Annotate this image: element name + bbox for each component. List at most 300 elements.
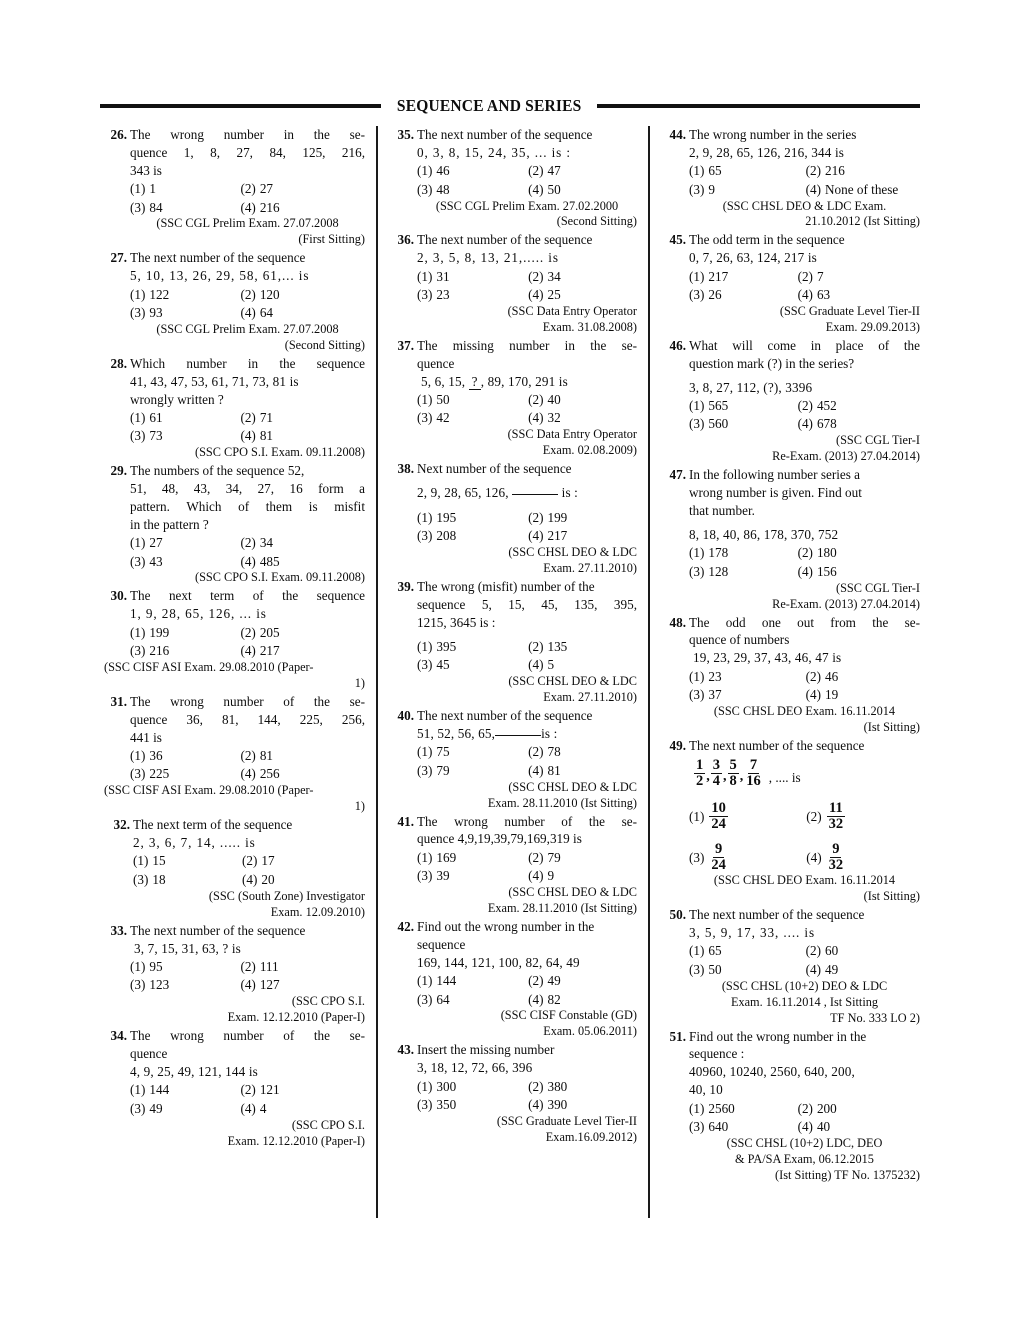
source-citation xyxy=(130,570,365,586)
fraction-term-4 xyxy=(744,758,763,789)
source-line: Re-Exam. (2013) 27.04.2014) xyxy=(772,449,920,464)
options xyxy=(689,162,920,198)
option-4[interactable] xyxy=(798,415,920,433)
option-fraction xyxy=(709,842,728,873)
option-1[interactable] xyxy=(130,180,240,198)
option-4[interactable] xyxy=(242,871,365,889)
source-line: (Second Sitting) xyxy=(556,214,637,229)
option-row xyxy=(130,642,365,660)
option-value: 122 xyxy=(149,286,170,302)
option-label: (3) xyxy=(689,961,705,977)
option-3[interactable] xyxy=(130,553,240,571)
fraction-term-1 xyxy=(694,758,705,789)
option-row xyxy=(130,765,365,783)
source-citation xyxy=(130,322,365,354)
option-3[interactable] xyxy=(689,563,798,581)
option-value: 34 xyxy=(547,268,561,284)
option-label: (2) xyxy=(528,509,544,525)
option-4[interactable] xyxy=(528,181,637,199)
option-2[interactable] xyxy=(240,958,365,976)
question-36 xyxy=(391,231,637,335)
option-3[interactable] xyxy=(417,867,528,885)
option-1[interactable] xyxy=(689,668,806,686)
source-citation xyxy=(130,445,365,461)
option-2[interactable] xyxy=(528,391,637,409)
question-stem-line-2: quence xyxy=(130,1046,168,1062)
option-4[interactable] xyxy=(528,409,637,427)
option-label: (2) xyxy=(806,808,822,824)
source-line: Exam. 27.11.2010) xyxy=(543,690,637,705)
source-line: (SSC CHSL DEO & LDC xyxy=(508,674,637,689)
question-stem-line-3: wrongly written ? xyxy=(130,391,224,407)
option-label: (2) xyxy=(528,392,544,408)
option-value: 60 xyxy=(825,943,839,959)
option-label: (4) xyxy=(240,766,256,782)
question-sequence: 40960, 10240, 2560, 640, 200, xyxy=(689,1064,855,1080)
option-value: 216 xyxy=(259,199,280,215)
source-citation xyxy=(417,545,637,577)
option-4[interactable] xyxy=(528,762,637,780)
question-28 xyxy=(104,355,365,461)
source-line: Exam. 05.06.2011) xyxy=(543,1024,637,1039)
page-header xyxy=(100,96,920,116)
option-value: 48 xyxy=(436,181,450,197)
source-line: (SSC CHSL DEO & LDC Exam. xyxy=(722,198,887,213)
option-value: 205 xyxy=(259,624,280,640)
option-label: (1) xyxy=(130,181,146,197)
source-line: (SSC Graduate Level Tier-II xyxy=(779,303,920,318)
question-sequence-cont: 40, 10 xyxy=(689,1082,723,1098)
option-value: 9 xyxy=(547,868,555,884)
question-stem-line-1: The odd one out from the se- xyxy=(689,614,920,630)
question-47 xyxy=(663,466,920,612)
question-number: 46. xyxy=(669,337,686,353)
option-2[interactable] xyxy=(806,801,920,832)
question-51 xyxy=(663,1028,920,1184)
option-label: (1) xyxy=(417,392,433,408)
question-number: 27. xyxy=(110,250,127,266)
option-value: 195 xyxy=(436,509,457,525)
option-label: (2) xyxy=(797,545,813,561)
option-3[interactable] xyxy=(130,642,240,660)
option-2[interactable] xyxy=(806,162,920,180)
option-1[interactable] xyxy=(417,391,528,409)
question-35 xyxy=(391,126,637,230)
question-stem-line-2: question mark (?) in the series? xyxy=(689,355,855,371)
question-43 xyxy=(391,1041,637,1145)
option-2[interactable] xyxy=(528,972,637,990)
source-line: (SSC CGL Prelim Exam. 27.07.2008 xyxy=(156,216,339,231)
option-1[interactable] xyxy=(130,409,240,427)
source-citation xyxy=(417,1008,637,1040)
option-label: (4) xyxy=(528,868,544,884)
option-1[interactable] xyxy=(689,397,798,415)
question-columns xyxy=(104,126,920,1218)
question-34 xyxy=(104,1027,365,1149)
source-line: (Second Sitting) xyxy=(284,337,365,352)
option-row xyxy=(689,842,920,873)
fraction-denominator: 24 xyxy=(711,857,726,874)
option-4[interactable] xyxy=(806,842,920,873)
option-1[interactable] xyxy=(417,1078,528,1096)
option-value: 485 xyxy=(259,553,280,569)
source-citation xyxy=(689,304,920,336)
option-3[interactable] xyxy=(689,181,806,199)
option-value: 216 xyxy=(149,643,170,659)
question-number: 39. xyxy=(397,578,414,594)
option-2[interactable] xyxy=(798,268,920,286)
source-line: (SSC CPO S.I. Exam. 09.11.2008) xyxy=(194,570,365,585)
option-1[interactable] xyxy=(689,801,806,832)
source-line: (SSC CISF ASI Exam. 29.08.2010 (Paper- xyxy=(104,783,314,798)
option-3[interactable] xyxy=(417,991,528,1009)
option-value: 75 xyxy=(436,744,450,760)
option-label: (4) xyxy=(528,181,544,197)
option-label: (4) xyxy=(805,961,822,977)
options xyxy=(130,534,365,570)
option-3[interactable] xyxy=(689,286,798,304)
question-stem-line-2: sequence 5, 15, 45, 135, 395, xyxy=(417,596,637,612)
option-1[interactable] xyxy=(417,638,528,656)
option-2[interactable] xyxy=(528,849,637,867)
option-1[interactable] xyxy=(689,1100,798,1118)
question-number: 33. xyxy=(110,922,127,938)
option-3[interactable] xyxy=(130,1100,240,1118)
option-4[interactable] xyxy=(798,286,920,304)
option-label: (4) xyxy=(528,287,544,303)
option-2[interactable] xyxy=(240,180,365,198)
option-3[interactable] xyxy=(417,1096,528,1114)
options xyxy=(130,286,365,322)
option-row xyxy=(689,563,920,581)
option-1[interactable] xyxy=(689,942,806,960)
option-3[interactable] xyxy=(130,765,240,783)
source-line: (SSC CHSL DEO & LDC xyxy=(508,885,637,900)
fraction-numerator: 10 xyxy=(711,799,726,816)
options xyxy=(689,668,920,704)
missing-value-blank[interactable]: ? xyxy=(469,375,481,390)
options xyxy=(417,1078,637,1114)
option-value: 2560 xyxy=(708,1100,735,1116)
question-30 xyxy=(104,587,365,691)
option-3[interactable] xyxy=(133,871,242,889)
option-fraction xyxy=(709,801,728,832)
option-4[interactable] xyxy=(806,686,920,704)
option-4[interactable] xyxy=(240,427,365,445)
option-value: 452 xyxy=(816,398,837,414)
fraction-sequence-tail: , .... is xyxy=(768,770,801,785)
question-stem-line-2: wrong number is given. Find out xyxy=(689,485,862,501)
question-stem-line-2: sequence xyxy=(417,936,466,952)
option-label: (1) xyxy=(689,398,705,414)
option-1[interactable] xyxy=(689,544,798,562)
option-value: 82 xyxy=(547,991,561,1007)
source-citation xyxy=(130,1118,365,1150)
option-4[interactable] xyxy=(528,867,637,885)
option-value: 178 xyxy=(708,545,729,561)
option-1[interactable] xyxy=(130,1081,240,1099)
source-line: (SSC CHSL (10+2) DEO & LDC xyxy=(721,978,888,993)
option-label: (2) xyxy=(528,638,544,654)
option-4[interactable] xyxy=(528,286,637,304)
source-line: Exam. 31.08.2008) xyxy=(542,319,637,334)
option-row xyxy=(417,162,637,180)
option-2[interactable] xyxy=(798,544,920,562)
option-4[interactable] xyxy=(240,765,365,783)
option-2[interactable] xyxy=(806,942,920,960)
option-row xyxy=(130,624,365,642)
option-row xyxy=(689,181,920,199)
option-value: 65 xyxy=(708,943,722,959)
option-label: (4) xyxy=(240,643,256,659)
option-3[interactable] xyxy=(130,976,240,994)
option-4[interactable] xyxy=(528,656,637,674)
option-3[interactable] xyxy=(689,686,806,704)
option-3[interactable] xyxy=(417,762,528,780)
source-line: (First Sitting) xyxy=(298,232,365,247)
option-4[interactable] xyxy=(798,1118,920,1136)
missing-value-blank[interactable] xyxy=(495,735,541,736)
question-sequence: 19, 23, 29, 37, 43, 46, 47 is xyxy=(693,650,842,666)
option-2[interactable] xyxy=(528,268,637,286)
question-sequence: 3, 5, 9, 17, 33, .... is xyxy=(689,925,816,941)
options xyxy=(689,942,920,978)
option-label: (1) xyxy=(130,409,146,425)
source-line: Exam. 28.11.2010 (Ist Sitting) xyxy=(487,901,637,916)
option-1[interactable] xyxy=(689,268,798,286)
option-value: 144 xyxy=(436,973,457,989)
option-label: (1) xyxy=(130,748,146,763)
option-label: (2) xyxy=(805,163,822,179)
option-2[interactable] xyxy=(240,409,365,427)
option-1[interactable] xyxy=(417,849,528,867)
option-label: (2) xyxy=(528,973,544,989)
column-3 xyxy=(648,126,920,1218)
source-line: (SSC CPO S.I. xyxy=(291,994,365,1009)
option-2[interactable] xyxy=(240,747,365,765)
option-4[interactable] xyxy=(798,563,920,581)
options xyxy=(417,268,637,304)
option-1[interactable] xyxy=(130,958,240,976)
option-3[interactable] xyxy=(417,656,528,674)
option-label: (3) xyxy=(130,766,146,782)
question-stem-line-1: The next number of the sequence xyxy=(689,907,865,923)
option-value: 1 xyxy=(149,181,156,197)
option-label: (1) xyxy=(417,744,433,760)
option-1[interactable] xyxy=(417,268,528,286)
option-4[interactable] xyxy=(240,976,365,994)
option-3[interactable] xyxy=(417,527,528,545)
question-number: 50. xyxy=(669,907,686,923)
options xyxy=(133,852,365,888)
question-stem-line-2: quence xyxy=(417,355,455,371)
source-line: Exam. 12.12.2010 (Paper-I) xyxy=(227,1133,365,1148)
source-line: (Ist Sitting) TF No. 1375232) xyxy=(775,1167,920,1182)
option-3[interactable] xyxy=(130,427,240,445)
question-44 xyxy=(663,126,920,230)
question-number: 48. xyxy=(669,614,686,630)
question-stem-line-1: The next term of the sequence xyxy=(133,817,293,833)
option-3[interactable] xyxy=(417,409,528,427)
option-row xyxy=(417,409,637,427)
option-row xyxy=(689,415,920,433)
option-label: (3) xyxy=(689,181,705,197)
source-line: Exam. 02.08.2009) xyxy=(542,443,637,458)
option-value: 26 xyxy=(708,287,722,303)
option-2[interactable] xyxy=(798,1100,920,1118)
option-1[interactable] xyxy=(130,747,240,765)
option-2[interactable] xyxy=(528,1078,637,1096)
option-value: 34 xyxy=(259,535,274,551)
option-value: 640 xyxy=(708,1118,729,1134)
option-row xyxy=(417,286,637,304)
option-3[interactable] xyxy=(417,181,528,199)
option-value: 4 xyxy=(259,1100,267,1116)
option-4[interactable] xyxy=(528,1096,637,1114)
options xyxy=(689,544,920,580)
option-row xyxy=(130,304,365,322)
missing-value-blank[interactable] xyxy=(512,494,558,495)
option-2[interactable] xyxy=(240,1081,365,1099)
header-rule-right xyxy=(597,104,920,108)
option-row xyxy=(130,958,365,976)
question-38 xyxy=(391,460,637,576)
option-2[interactable] xyxy=(528,743,637,761)
option-1[interactable] xyxy=(417,743,528,761)
source-citation xyxy=(689,704,920,736)
option-1[interactable] xyxy=(417,162,528,180)
option-3[interactable] xyxy=(417,286,528,304)
option-label: (4) xyxy=(240,304,256,320)
question-stem-line-2: quence 4,9,19,39,79,169,319 is xyxy=(417,831,582,847)
option-label: (1) xyxy=(689,1100,705,1116)
option-1[interactable] xyxy=(417,509,528,527)
option-1[interactable] xyxy=(130,286,240,304)
question-48 xyxy=(663,614,920,736)
option-4[interactable] xyxy=(806,181,920,199)
option-row xyxy=(130,427,365,445)
option-value: 46 xyxy=(825,668,839,684)
option-row xyxy=(133,871,365,889)
option-row xyxy=(417,972,637,990)
option-row xyxy=(417,867,637,885)
option-row xyxy=(689,1118,920,1136)
option-row xyxy=(130,747,365,765)
question-stem-line-2: sequence : xyxy=(689,1046,745,1062)
option-3[interactable] xyxy=(689,842,806,873)
option-value: 73 xyxy=(149,428,163,444)
option-2[interactable] xyxy=(798,397,920,415)
option-row xyxy=(417,638,637,656)
option-label: (4) xyxy=(805,181,822,197)
question-32 xyxy=(104,816,365,920)
option-label: (4) xyxy=(805,687,822,702)
option-label: (3) xyxy=(130,428,146,444)
option-4[interactable] xyxy=(240,642,365,660)
options xyxy=(130,624,365,660)
question-stem-line-1: Find out the wrong number in the xyxy=(689,1028,867,1044)
option-row xyxy=(689,162,920,180)
option-2[interactable] xyxy=(240,286,365,304)
option-value: 49 xyxy=(547,973,561,989)
option-value: 84 xyxy=(149,199,163,215)
source-line: & PA/SA Exam, 06.12.2015 xyxy=(735,1151,874,1166)
option-2[interactable] xyxy=(528,509,637,527)
question-sequence: 3, 8, 27, 112, (?), 3396 xyxy=(689,379,813,395)
option-3[interactable] xyxy=(689,415,798,433)
option-2[interactable] xyxy=(240,624,365,642)
option-2[interactable] xyxy=(806,668,920,686)
sequence-prefix: 51, 52, 56, 65, xyxy=(417,725,496,741)
question-29 xyxy=(104,462,365,586)
question-33 xyxy=(104,922,365,1026)
option-row xyxy=(417,1078,637,1096)
option-4[interactable] xyxy=(240,1100,365,1118)
option-value: 63 xyxy=(816,287,831,303)
option-1[interactable] xyxy=(417,972,528,990)
question-number: 31. xyxy=(110,693,127,709)
option-label: (1) xyxy=(130,1082,146,1098)
option-2[interactable] xyxy=(528,162,637,180)
source-citation xyxy=(689,581,920,613)
option-fraction xyxy=(827,801,846,832)
option-4[interactable] xyxy=(528,991,637,1009)
option-2[interactable] xyxy=(242,852,365,870)
option-label: (1) xyxy=(130,624,146,640)
option-3[interactable] xyxy=(689,1118,798,1136)
option-label: (4) xyxy=(806,849,822,865)
option-1[interactable] xyxy=(689,162,806,180)
question-stem-line-1: Next number of the sequence xyxy=(417,461,572,477)
option-value: 23 xyxy=(708,668,722,684)
option-value: 217 xyxy=(259,643,280,659)
option-value: 39 xyxy=(436,868,450,884)
question-41 xyxy=(391,813,637,917)
option-row xyxy=(130,1081,365,1099)
option-4[interactable] xyxy=(240,199,365,217)
option-1[interactable] xyxy=(130,624,240,642)
option-value: 18 xyxy=(152,871,166,887)
option-2[interactable] xyxy=(240,534,365,552)
option-3[interactable] xyxy=(689,961,806,979)
sequence-prefix: 5, 6, 15, xyxy=(421,373,466,389)
option-4[interactable] xyxy=(240,304,365,322)
source-citation xyxy=(417,674,637,706)
fraction-term-2 xyxy=(711,758,722,789)
option-label: (4) xyxy=(242,871,258,887)
option-1[interactable] xyxy=(133,852,242,870)
option-4[interactable] xyxy=(806,961,920,979)
source-citation xyxy=(689,1136,920,1184)
option-row xyxy=(130,553,365,571)
source-line: Exam. 12.12.2010 (Paper-I) xyxy=(227,1010,365,1025)
option-3[interactable] xyxy=(130,304,240,322)
option-4[interactable] xyxy=(240,553,365,571)
option-label: (4) xyxy=(528,762,544,778)
source-citation xyxy=(689,199,920,231)
question-stem-line-1: The numbers of the sequence 52, xyxy=(130,463,305,479)
option-value: 5 xyxy=(547,657,555,673)
option-1[interactable] xyxy=(130,534,240,552)
question-stem-line-1: The wrong number of the se- xyxy=(417,813,637,829)
option-2[interactable] xyxy=(528,638,637,656)
option-4[interactable] xyxy=(528,527,637,545)
fraction-separator: , xyxy=(706,768,710,784)
option-label: (1) xyxy=(417,638,433,654)
option-value: 127 xyxy=(259,977,280,993)
option-row xyxy=(133,852,365,870)
option-3[interactable] xyxy=(130,199,240,217)
